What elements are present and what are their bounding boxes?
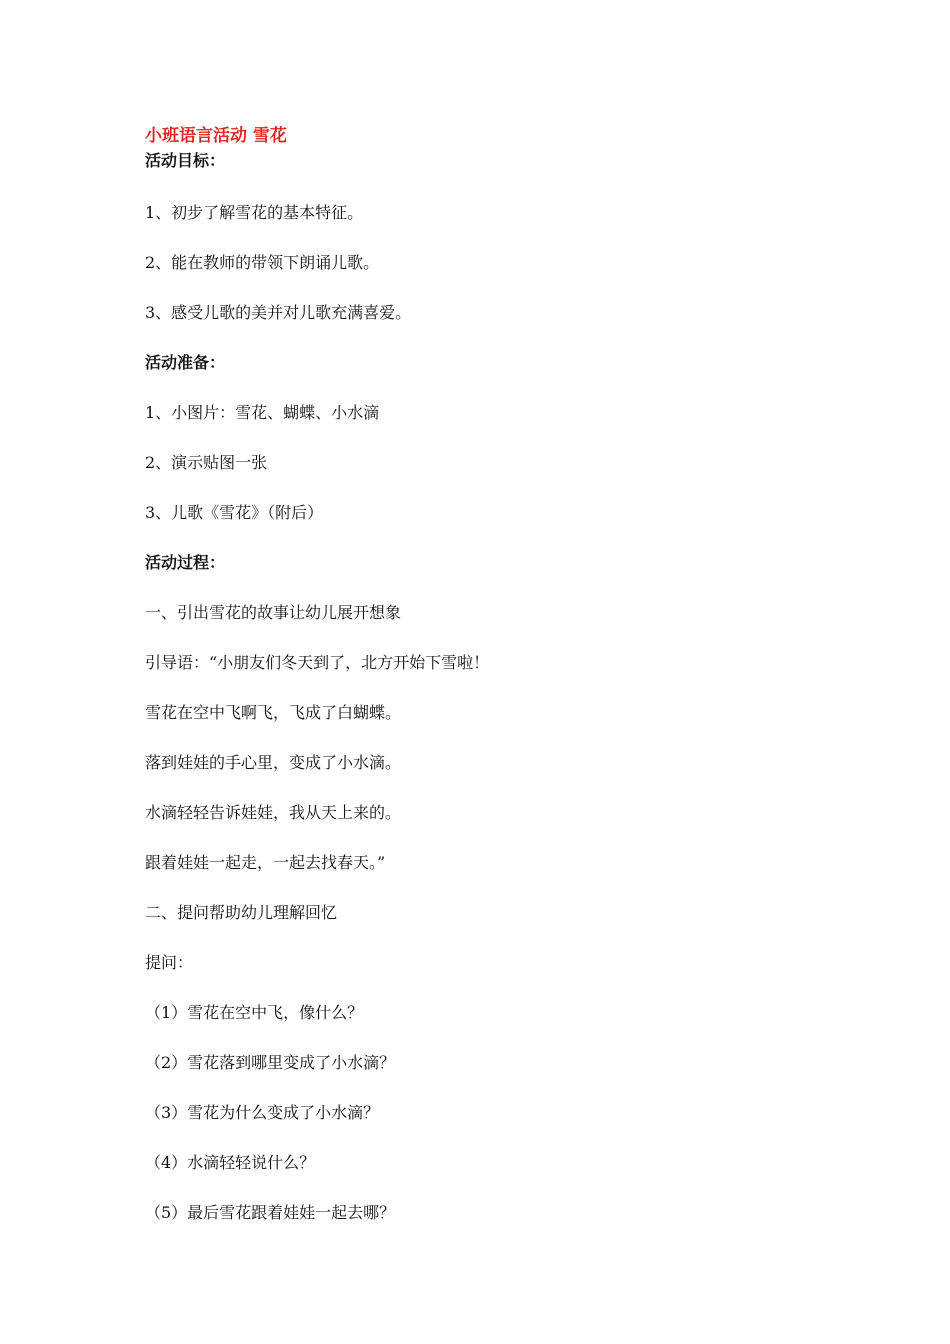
goals-heading: 活动目标： <box>145 151 226 170</box>
goal-item-1: 1、初步了解雪花的基本特征。 <box>145 203 364 222</box>
process-line-6: 跟着娃娃一起走，一起去找春天。” <box>145 853 386 872</box>
process-line-1: 一、引出雪花的故事让幼儿展开想象 <box>145 603 402 622</box>
process-line-7: 二、提问帮助幼儿理解回忆 <box>145 903 338 922</box>
process-line-5: 水滴轻轻告诉娃娃，我从天上来的。 <box>145 803 402 822</box>
prep-item-3: 3、儿歌《雪花》（附后） <box>145 503 324 522</box>
question-5: （5）最后雪花跟着娃娃一起去哪？ <box>145 1203 396 1222</box>
prep-item-1: 1、小图片：雪花、蝴蝶、小水滴 <box>145 403 380 422</box>
prep-heading: 活动准备： <box>145 353 226 372</box>
document-page <box>145 122 845 1250</box>
process-line-4: 落到娃娃的手心里，变成了小水滴。 <box>145 753 402 772</box>
document-title: 小班语言活动 雪花 <box>145 126 287 146</box>
goal-item-3: 3、感受儿歌的美并对儿歌充满喜爱。 <box>145 303 412 322</box>
goal-item-2: 2、能在教师的带领下朗诵儿歌。 <box>145 253 380 272</box>
process-line-8: 提问： <box>145 953 194 972</box>
question-1: （1）雪花在空中飞，像什么？ <box>145 1003 364 1022</box>
process-line-3: 雪花在空中飞啊飞，飞成了白蝴蝶。 <box>145 703 402 722</box>
process-heading: 活动过程： <box>145 553 226 572</box>
question-3: （3）雪花为什么变成了小水滴？ <box>145 1103 380 1122</box>
question-2: （2）雪花落到哪里变成了小水滴？ <box>145 1053 396 1072</box>
process-line-2: 引导语：“小朋友们冬天到了，北方开始下雪啦！ <box>145 653 490 672</box>
question-4: （4）水滴轻轻说什么？ <box>145 1153 316 1172</box>
prep-item-2: 2、演示贴图一张 <box>145 453 268 472</box>
